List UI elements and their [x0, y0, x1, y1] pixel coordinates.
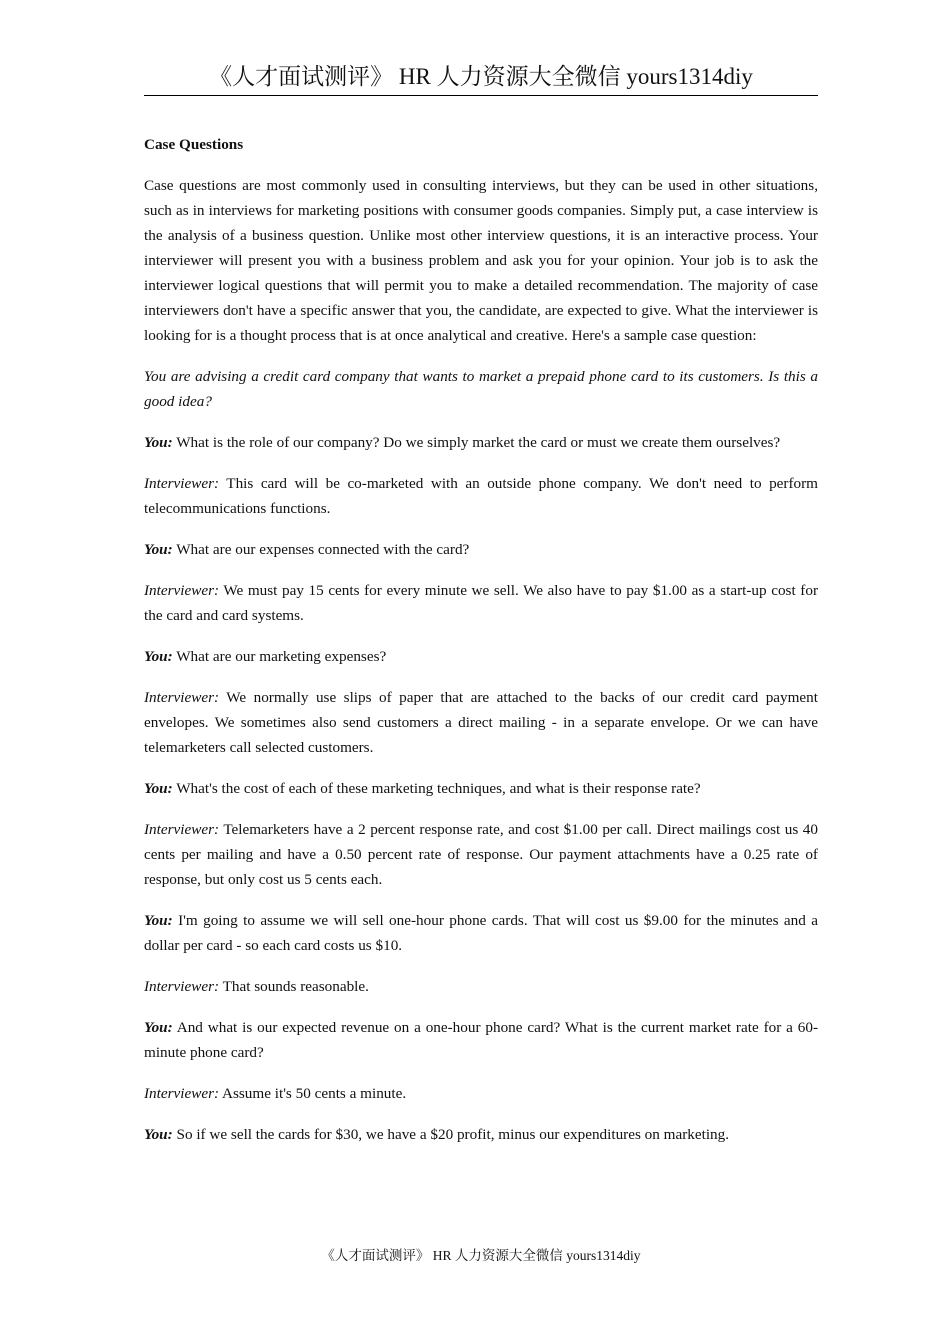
speaker-label: You:	[144, 648, 173, 665]
section-heading: Case Questions	[144, 136, 244, 153]
dialogue-text: What are our marketing expenses?	[172, 648, 387, 665]
intro-paragraph: Case questions are most commonly used in consulting interviews, but they can be used in other situations, such as in interviews for marketing positions with consumer goods companies. Simply put, a case interview is the analysis of a business question. Unlike most other interview questions, it is an interactive process. Your interviewer will present you with a business problem and ask you for your opinion. Your job is to ask the interviewer logical questions that will permit you to make a detailed recommendation. The majority of case interviewers don't have a specific answer that you, the candidate, are expected to give. What the interviewer is looking for is a thought process that is at once analytical and creative. Here's a sample case question:	[144, 177, 818, 344]
speaker-label: Interviewer:	[144, 821, 220, 838]
dialogue-text: What's the cost of each of these marketing techniques, and what is their response rate?	[172, 780, 701, 797]
speaker-label: Interviewer:	[144, 475, 220, 492]
dialogue-text: That sounds reasonable.	[219, 978, 369, 995]
speaker-label: You:	[144, 1126, 173, 1143]
dialogue-text: Telemarketers have a 2 percent response rate, and cost $1.00 per call. Direct mailings cost us 40 cents per mailing and have a 0.50 percent rate of response. Our payment attachments have a 0.25 rate of response, but only cost us 5 cents each.	[144, 821, 818, 888]
speaker-label: You:	[144, 541, 173, 558]
dialogue-line	[144, 644, 818, 669]
dialogue-text: What are our expenses connected with the card?	[172, 541, 470, 558]
dialogue-line	[144, 908, 818, 958]
dialogue-line	[144, 1015, 818, 1065]
dialogue-text: We must pay 15 cents for every minute we sell. We also have to pay $1.00 as a start-up cost for the card and card systems.	[144, 582, 818, 624]
dialogue-line	[144, 974, 818, 999]
speaker-label: Interviewer:	[144, 689, 220, 706]
document-body	[144, 132, 818, 1163]
dialogue-line	[144, 776, 818, 801]
speaker-label: Interviewer:	[144, 582, 220, 599]
speaker-label: You:	[144, 780, 173, 797]
dialogue-line	[144, 578, 818, 628]
dialogue-text: What is the role of our company? Do we simply market the card or must we create them ourselves?	[172, 434, 781, 451]
dialogue-line	[144, 537, 818, 562]
case-prompt: You are advising a credit card company that wants to market a prepaid phone card to its customers. Is this a good idea?	[144, 368, 818, 410]
dialogue-text: This card will be co-marketed with an outside phone company. We don't need to perform telecommunications functions.	[144, 475, 818, 517]
dialogue-line	[144, 1122, 818, 1147]
dialogue-text: Assume it's 50 cents a minute.	[219, 1085, 407, 1102]
dialogue-text: I'm going to assume we will sell one-hour phone cards. That will cost us $9.00 for the minutes and a dollar per card - so each card costs us $10.	[144, 912, 818, 954]
speaker-label: Interviewer:	[144, 1085, 220, 1102]
dialogue-line	[144, 1081, 818, 1106]
speaker-label: You:	[144, 1019, 173, 1036]
dialogue-line	[144, 817, 818, 892]
dialogue-line	[144, 471, 818, 521]
dialogue-line	[144, 685, 818, 760]
page-header: 《人才面试测评》 HR 人力资源大全微信 yours1314diy	[144, 62, 818, 96]
dialogue-line	[144, 430, 818, 455]
dialogue-text: We normally use slips of paper that are attached to the backs of our credit card payment envelopes. We sometimes also send customers a direct mailing - in a separate envelope. Or we can have telemarketers call selected customers.	[144, 689, 818, 756]
speaker-label: Interviewer:	[144, 978, 220, 995]
dialogue-text: So if we sell the cards for $30, we have a $20 profit, minus our expenditures on marketing.	[172, 1126, 730, 1143]
speaker-label: You:	[144, 434, 173, 451]
speaker-label: You:	[144, 912, 173, 929]
dialogue-text: And what is our expected revenue on a one-hour phone card? What is the current market rate for a 60-minute phone card?	[144, 1019, 818, 1061]
page-footer: 《人才面试测评》 HR 人力资源大全微信 yours1314diy	[321, 1248, 641, 1263]
